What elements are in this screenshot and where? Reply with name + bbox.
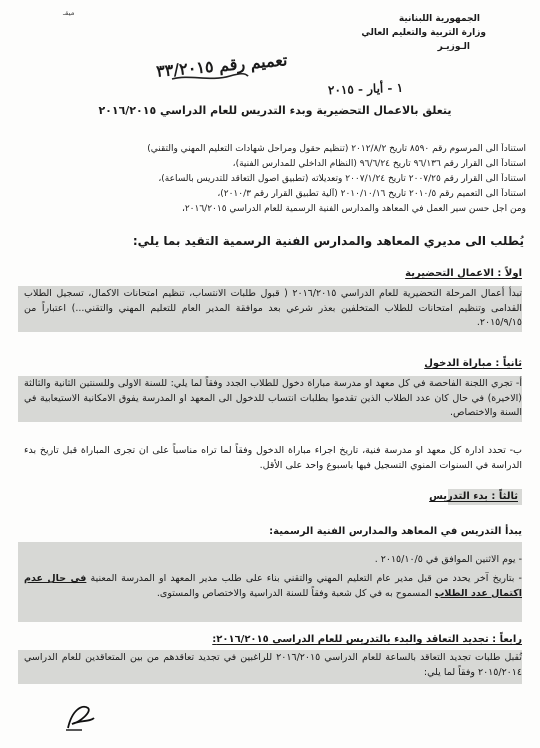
bullet-text-pre: بتاريخ آخر يحدد من قبل مدير عام التعليم المهني والتقني بناء على طلب مدير المعهد او المدرسة المعنية <box>90 573 515 584</box>
bullet-dash: - <box>514 573 522 584</box>
bullet-text-post: المسموح به في كل شعبة وفقاً للسنة الدراسية والاختصاص والمستوى. <box>156 587 432 599</box>
section-title-entrance-exam: ثانياً : مباراة الدخول <box>424 358 522 369</box>
republic-name: الجمهورية اللبنانية <box>398 14 480 24</box>
ministry-name: وزارة التربية والتعليم العالي <box>361 28 486 38</box>
entrance-exam-item-b: ب- تحدد ادارة كل معهد او مدرسة فنية، تاريخ اجراء مباراة الدخول وفقاً لما تراه مناسباً على ان تجرى المباراة قبل تاريخ بدء الدراسة في السنوات المنوي التسجيل فيها باسبوع واحد على الأقل. <box>24 445 522 471</box>
handwriting-scribble <box>170 70 250 84</box>
basis-line: استناداً الى التعميم رقم ٢٠١٠/٥ تاريخ ٢٠١٠/١٠/١٦ (آلية تطبيق القرار رقم ٢٠١٠/٣)، <box>217 189 526 199</box>
bullet-text-emphasis: في حال عدم اكتمال عدد الطلاب <box>24 573 522 599</box>
side-note: ميقـ <box>63 9 75 17</box>
basis-line: استناداً الى القرار رقم ٩٦/١٣٦ تاريخ ٩٦/٦/٢٤ (النظام الداخلي للمدارس الفنية)، <box>232 159 526 169</box>
basis-line: ومن اجل حسن سير العمل في المعاهد والمدارس الفنية الرسمية للعام الدراسي ٢٠١٦/٢٠١٥، <box>181 204 526 214</box>
section-title-preparatory: اولاً : الاعمال التحضيرية <box>405 268 522 279</box>
basis-line: استناداً الى المرسوم رقم ٨٥٩٠ تاريخ ٢٠١٢/٨/٢ (تنظيم حقول ومراحل شهادات التعليم المهني والتقني) <box>147 144 526 154</box>
bullet-dash: - <box>515 554 522 565</box>
entrance-exam-item-a: أ- تجري اللجنة الفاحصة في كل معهد او مدرسة مباراة دخول للطلاب الجدد وفقاً لما يلي: للسنة الاولى وللسنتين الثانية والثالثة (الاخيرة) في حال كان عدد الطلاب الذين تقدموا بطلبات انتساب للدخول الى المعهد او المدرسة يفوق الامكانية الاستيعابية في السنة والاختصاص. <box>24 378 522 418</box>
basis-line: استناداً الى القرار رقم ٢٠٠٧/٢٥ تاريخ ٢٠٠٧/١/٢٤ وتعديلاته (تطبيق اصول التعاقد للتدريس بالساعة)، <box>158 174 526 184</box>
section-title-start-teaching: ثالثاً : بدء التدريس <box>429 491 518 502</box>
section-title-contract-renewal: رابعاً : تجديد التعاقد والبدء بالتدريس للعام الدراسي ٢٠١٦/٢٠١٥: <box>212 634 522 645</box>
start-teaching-bullet-1 <box>24 554 522 565</box>
memo-number: تعميم رقم ٣٣/٢٠١٥ <box>155 50 289 81</box>
bullet-text: يوم الاثنين الموافق في ٢٠١٥/١٠/٥ . <box>374 554 516 565</box>
start-teaching-subtitle: يبدأ التدريس في المعاهد والمدارس الفنية الرسمية: <box>269 526 522 537</box>
memo-subject: يتعلق بالاعمال التحضيرية وبدء التدريس للعام الدراسي ٢٠١٦/٢٠١٥ <box>98 104 452 117</box>
memo-date: ١ - أيار - ٢٠١٥ <box>327 80 404 98</box>
signature-mark <box>62 700 98 734</box>
minister-title: الـوزيـر <box>437 42 470 52</box>
contract-renewal-body: تُقبل طلبات تجديد التعاقد بالساعة للعام الدراسي ٢٠١٦/٢٠١٥ للراغبين في تجديد تعاقدهم من بين المتعاقدين للعام الدراسي ٢٠١٥/٢٠١٤ وفقاً لما يلي: <box>24 652 522 678</box>
start-teaching-bullet-2 <box>24 572 522 601</box>
request-heading: يُطلب الى مديري المعاهد والمدارس الفنية الرسمية التقيد بما يلي: <box>132 234 524 248</box>
section-preparatory-body: تبدأ أعمال المرحلة التحضيرية للعام الدراسي ٢٠١٦/٢٠١٥ ( قبول طلبات الانتساب، تنظيم امتحانات الاكمال، تسجيل الطلاب القدامى وتنظيم امتحانات للطلاب المتخلفين بعذر شرعي بعد موافقة المدير العام للتعليم المهني والتقني...) اعتباراً من ٢٠١٥/٩/١٥. <box>24 288 523 328</box>
